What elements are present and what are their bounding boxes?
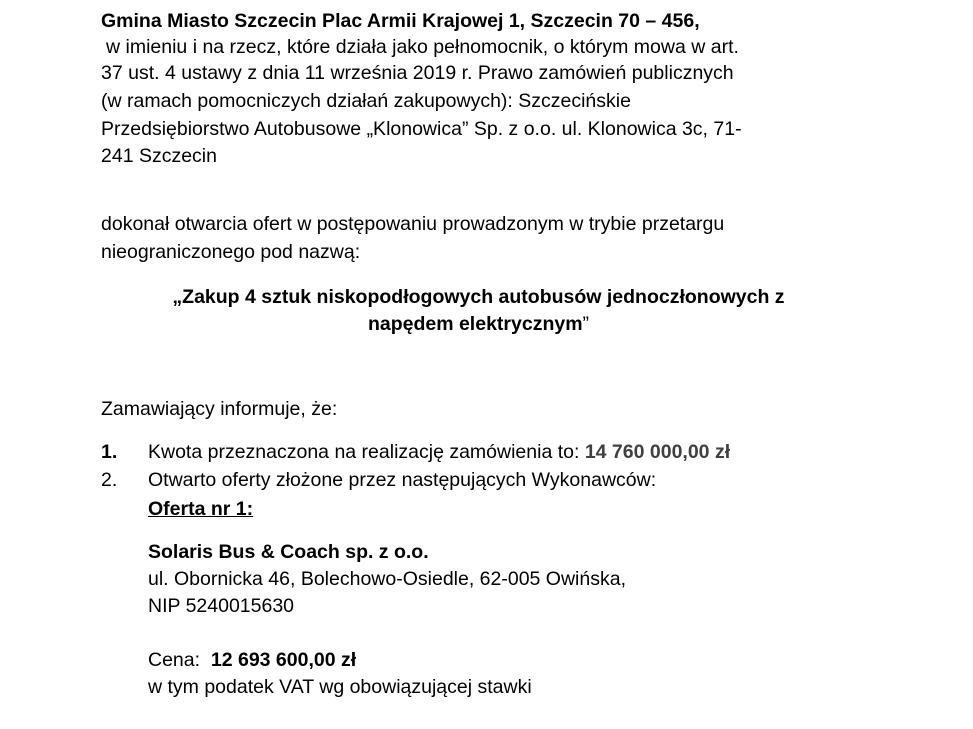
budget-amount: 14 760 000,00 zł <box>584 441 731 463</box>
offer-heading: Oferta nr 1: <box>148 498 254 520</box>
header-line-5: Przedsiębiorstwo Autobusowe „Klonowica” Sp. z o.o. ul. Klonowica 3c, 71- <box>101 118 742 140</box>
price-label: Cena: <box>148 649 211 671</box>
list-item-1-text <box>148 439 730 465</box>
list-item-2-text: Otwarto oferty złożone przez następujących Wykonawców: <box>148 469 657 491</box>
tender-title-line-1: „Zakup 4 sztuk niskopodłogowych autobusów jednoczłonowych z <box>172 286 785 308</box>
price-value: 12 693 600,00 zł <box>210 649 357 671</box>
info-lead: Zamawiający informuje, że: <box>101 398 338 420</box>
offer-vat-note: w tym podatek VAT wg obowiązującej stawki <box>148 676 532 698</box>
offer-address: ul. Obornicka 46, Bolechowo-Osiedle, 62-005 Owińska, <box>148 568 626 590</box>
list-item-1-number: 1. <box>101 441 118 463</box>
offer-nip: NIP 5240015630 <box>148 595 295 617</box>
header-line-3: 37 ust. 4 ustawy z dnia 11 września 2019 r. Prawo zamówień publicznych <box>101 62 734 84</box>
header-line-6: 241 Szczecin <box>101 145 217 167</box>
tender-title-close-quote: ” <box>582 313 590 335</box>
contracting-authority-name: Gmina Miasto Szczecin Plac Armii Krajowej 1, Szczecin 70 – 456, <box>101 10 700 32</box>
list-item-2-number: 2. <box>101 469 118 491</box>
intro-line-2: nieograniczonego pod nazwą: <box>101 241 361 263</box>
header-line-4: (w ramach pomocniczych działań zakupowych): Szczecińskie <box>101 90 631 112</box>
header-line-2: w imieniu i na rzecz, które działa jako pełnomocnik, o którym mowa w art. <box>106 36 739 58</box>
intro-line-1: dokonał otwarcia ofert w postępowaniu prowadzonym w trybie przetargu <box>101 213 725 235</box>
tender-title-line-2 <box>101 311 856 337</box>
offer-price <box>148 647 356 673</box>
budget-label: Kwota przeznaczona na realizację zamówienia to: <box>148 441 585 463</box>
offer-company: Solaris Bus & Coach sp. z o.o. <box>148 541 429 563</box>
tender-title-text: napędem elektrycznym <box>367 313 583 335</box>
